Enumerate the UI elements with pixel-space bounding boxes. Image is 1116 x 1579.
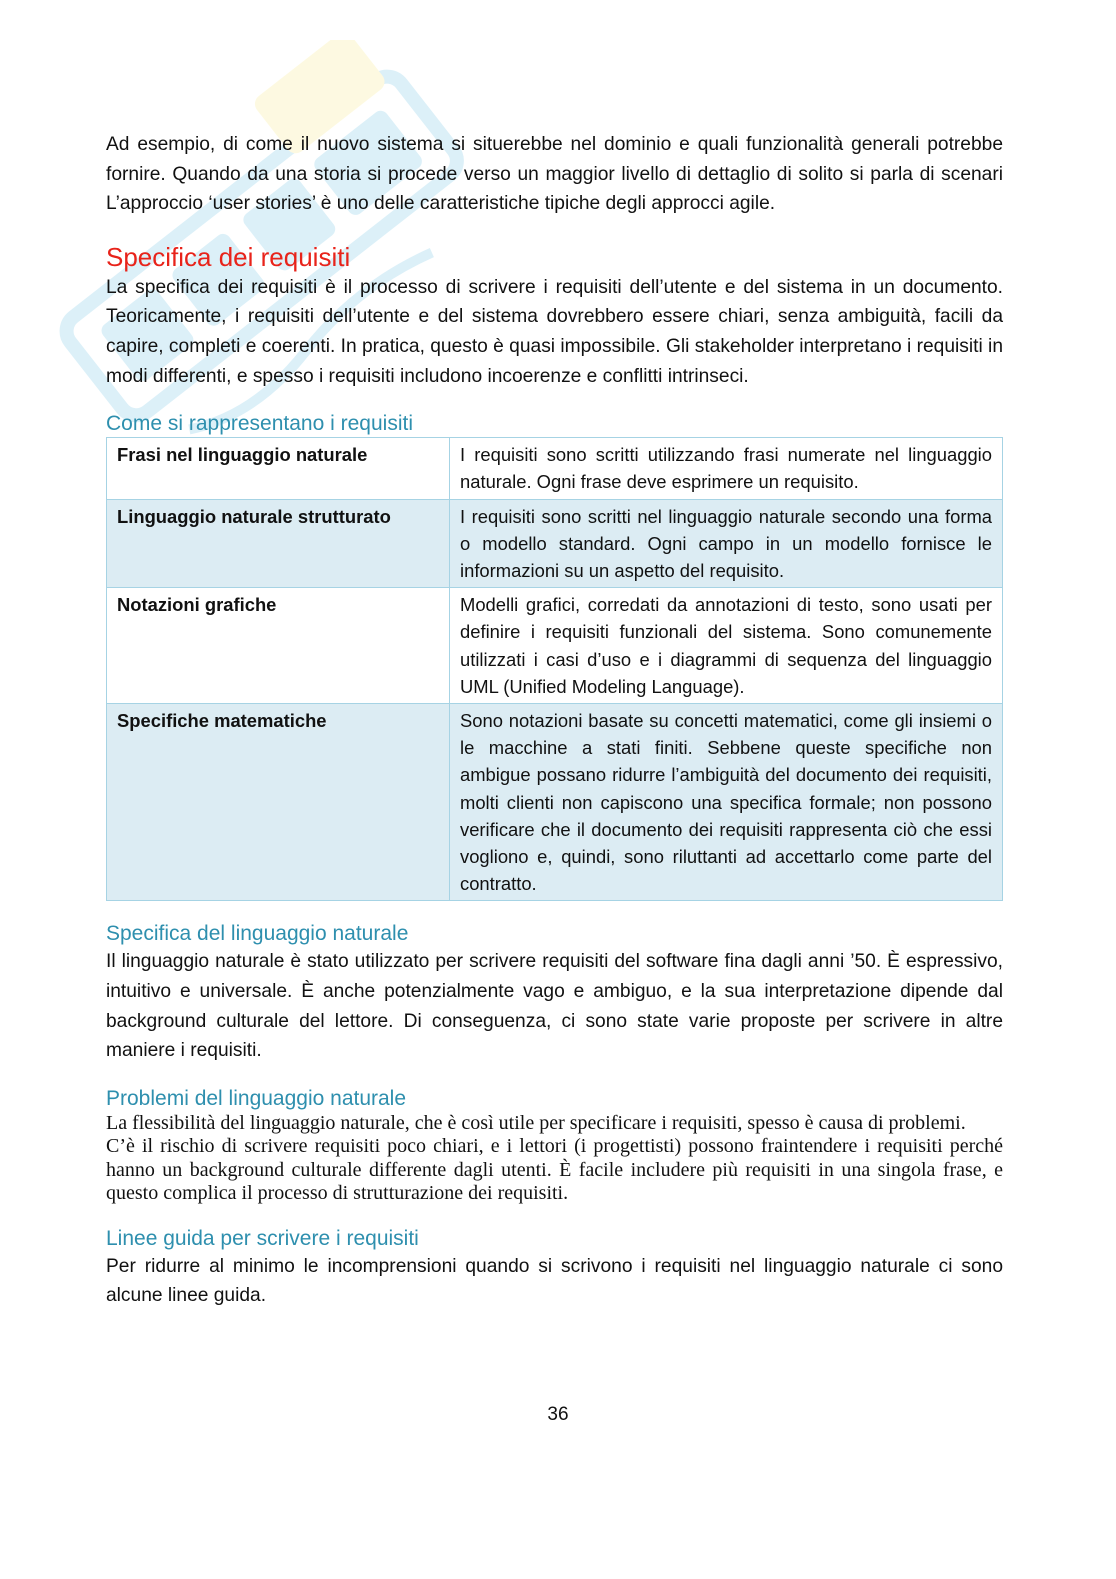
section-paragraph-specifica-linguaggio: Il linguaggio naturale è stato utilizzato per scrivere requisiti del software fina dagli anni ’50. È espressivo, intuitivo e universale. È anche potenzialmente vago e ambiguo, e la sua interpretazione dipende dal background culturale del lettore. Di conseguenza, ci sono state varie proposte per scrivere in altre maniere i requisiti. xyxy=(106,951,1003,1062)
section-paragraph-specifica-requisiti: La specifica dei requisiti è il processo di scrivere i requisiti dell’utente e del sistema in un documento. Teoricamente, i requisiti dell’utente e del sistema dovrebbero essere chiari, senza ambiguità, facili da capire, completi e coerenti. In pratica, questo è quasi impossibile. Gli stakeholder interpretano i requisiti in modi differenti, e spesso i requisiti includono incoerenze e conflitti intrinseci. xyxy=(106,276,1003,387)
document-page xyxy=(106,130,1003,1311)
section-paragraph-problemi-2: C’è il rischio di scrivere requisiti poco chiari, e i lettori (i progettisti) possono fraintendere i requisiti perché hanno un background culturale differente dagli utenti. È facile includere più requisiti in una singola frase, e questo complica il processo di strutturazione dei requisiti. xyxy=(106,1135,1003,1205)
table-row xyxy=(107,703,1003,900)
section-title-specifica-requisiti: Specifica dei requisiti xyxy=(106,241,351,272)
section-paragraph-linee-guida: Per ridurre al minimo le incomprensioni quando si scrivono i requisiti nel linguaggio naturale ci sono alcune linee guida. xyxy=(106,1255,1003,1307)
section-title-specifica-linguaggio: Specifica del linguaggio naturale xyxy=(106,922,409,946)
table-value-cell: I requisiti sono scritti nel linguaggio naturale secondo una forma o modello standard. Ogni campo in un modello fornisce le informazioni su un aspetto del requisito. xyxy=(450,499,1003,588)
section-title-linee-guida: Linee guida per scrivere i requisiti xyxy=(106,1226,419,1250)
page-number: 36 xyxy=(547,1404,569,1425)
table-key-cell: Notazioni grafiche xyxy=(107,588,450,704)
section-title-problemi: Problemi del linguaggio naturale xyxy=(106,1086,407,1110)
table-key-cell: Linguaggio naturale strutturato xyxy=(107,499,450,588)
table-value-cell: Sono notazioni basate su concetti matematici, come gli insiemi o le macchine a stati finiti. Sebbene queste specifiche non ambigue possano ridurre l’ambiguità del documento dei requisiti, molti clienti non capiscono una specifica formale; non possono verificare che il documento dei requisiti rappresenta ciò che essi vogliono e, quindi, sono riluttanti ad accettarlo come parte del contratto. xyxy=(450,703,1003,900)
section-paragraph-problemi-1: La flessibilità del linguaggio naturale, che è così utile per specificare i requisiti, spesso è causa di problemi. xyxy=(106,1111,966,1134)
requirements-table xyxy=(106,437,1003,901)
intro-paragraph: Ad esempio, di come il nuovo sistema si situerebbe nel dominio e quali funzionalità generali potrebbe fornire. Quando da una storia si procede verso un maggior livello di dettaglio di solito si parla di scenari L’approccio ‘user stories’ è uno delle caratteristiche tipiche degli approcci agile. xyxy=(106,134,1003,215)
section-title-rappresentazione: Come si rappresentano i requisiti xyxy=(106,412,413,436)
table-row xyxy=(107,588,1003,704)
table-key-cell: Frasi nel linguaggio naturale xyxy=(107,438,450,499)
table-key-cell: Specifiche matematiche xyxy=(107,703,450,900)
table-value-cell: I requisiti sono scritti utilizzando frasi numerate nel linguaggio naturale. Ogni frase deve esprimere un requisito. xyxy=(450,438,1003,499)
table-row xyxy=(107,438,1003,499)
table-row xyxy=(107,499,1003,588)
table-value-cell: Modelli grafici, corredati da annotazioni di testo, sono usati per definire i requisiti funzionali del sistema. Sono comunemente utilizzati i casi d’uso e i diagrammi di sequenza del linguaggio UML (Unified Modeling Language). xyxy=(450,588,1003,704)
